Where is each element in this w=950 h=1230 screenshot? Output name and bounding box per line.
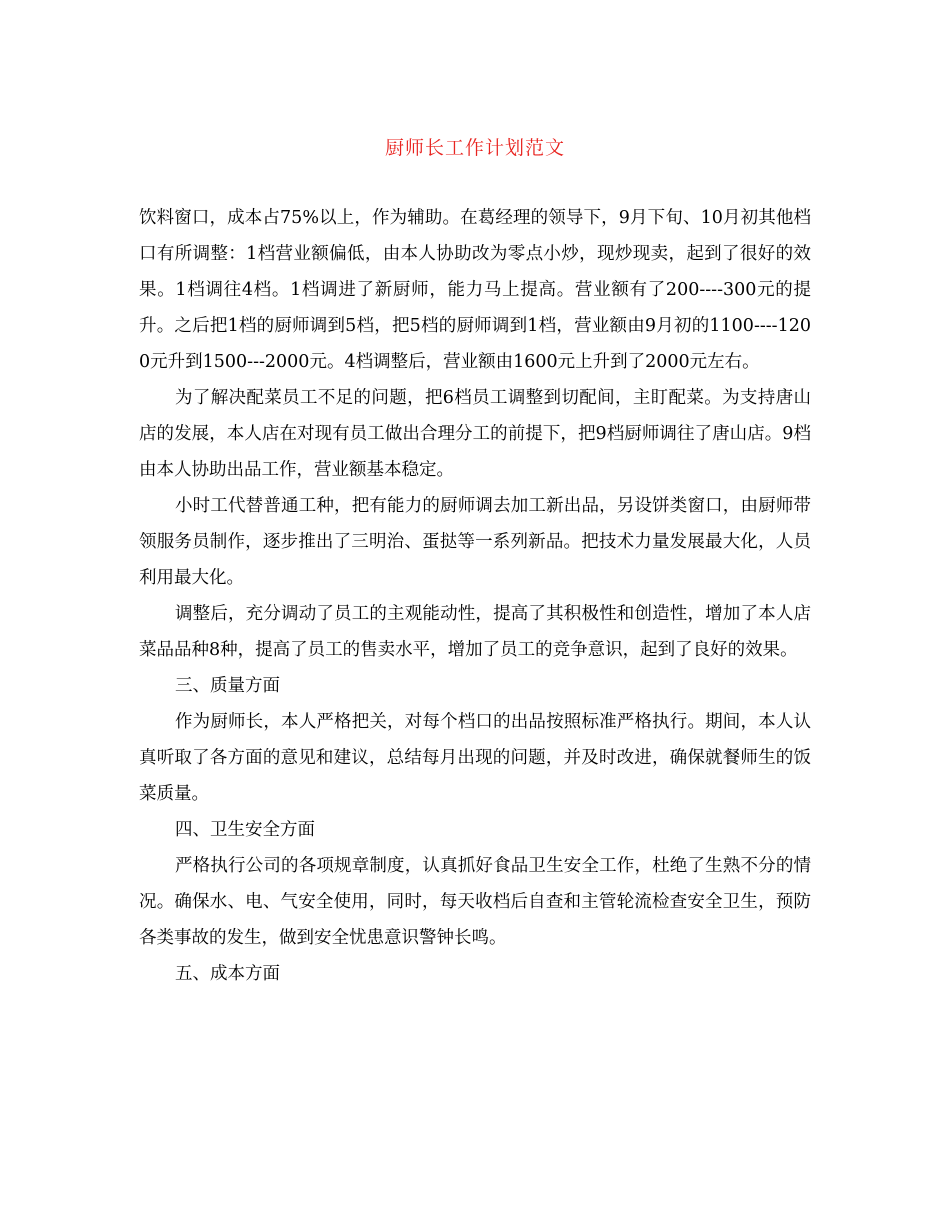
document-body: [139, 200, 811, 992]
paragraph-window-adjustment: 饮料窗口，成本占75%以上，作为辅助。在葛经理的领导下，9月下旬、10月初其他档口有所调整：1档营业额偏低，由本人协助改为零点小炒，现炒现卖，起到了很好的效果。1档调往4档。1档调进了新厨师，能力马上提高。营业额有了200----300元的提升。之后把1档的厨师调到5档，把5档的厨师调到1档，营业额由9月初的1100----1200元升到1500---2000元。4档调整后，营业额由1600元上升到了2000元左右。: [139, 208, 811, 372]
heading-hygiene-safety: 四、卫生安全方面: [175, 820, 315, 840]
paragraph-adjustment-results: 调整后，充分调动了员工的主观能动性，提高了其积极性和创造性，增加了本人店菜品品种8种，提高了员工的售卖水平，增加了员工的竞争意识，起到了良好的效果。: [139, 604, 811, 660]
heading-quality: 三、质量方面: [175, 676, 280, 696]
paragraph-hygiene-safety: 严格执行公司的各项规章制度，认真抓好食品卫生安全工作，杜绝了生熟不分的情况。确保水、电、气安全使用，同时，每天收档后自查和主管轮流检查安全卫生，预防各类事故的发生，做到安全忧患意识警钟长鸣。: [139, 856, 811, 948]
paragraph-hourly-workers: 小时工代替普通工种，把有能力的厨师调去加工新出品，另设饼类窗口，由厨师带领服务员制作，逐步推出了三明治、蛋挞等一系列新品。把技术力量发展最大化，人员利用最大化。: [139, 496, 811, 588]
paragraph-staff-allocation: 为了解决配菜员工不足的问题，把6档员工调整到切配间，主盯配菜。为支持唐山店的发展，本人店在对现有员工做出合理分工的前提下，把9档厨师调往了唐山店。9档由本人协助出品工作，营业额基本稳定。: [139, 388, 811, 480]
heading-cost: 五、成本方面: [175, 964, 280, 984]
document-title: 厨师长工作计划范文: [384, 137, 565, 159]
paragraph-quality: 作为厨师长，本人严格把关，对每个档口的出品按照标准严格执行。期间，本人认真听取了各方面的意见和建议，总结每月出现的问题，并及时改进，确保就餐师生的饭菜质量。: [139, 712, 811, 804]
